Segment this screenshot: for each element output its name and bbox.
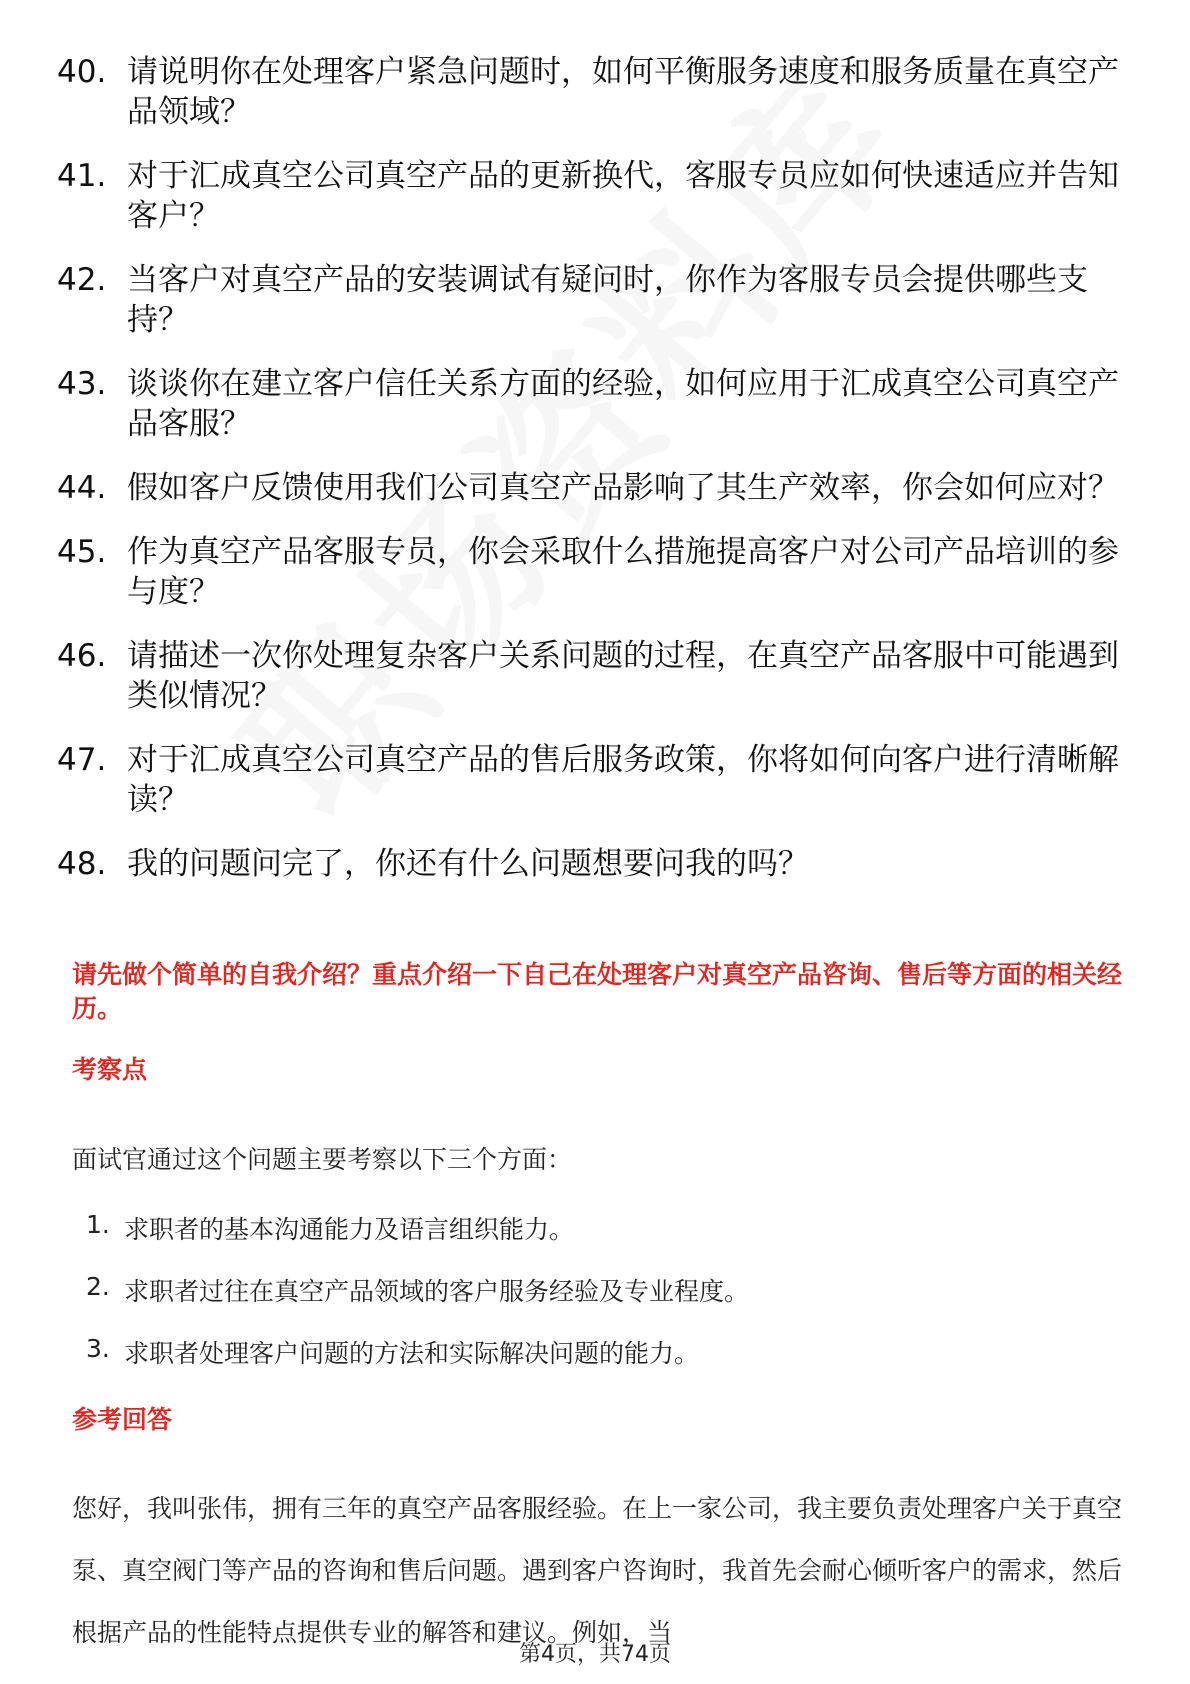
question-list xyxy=(57,52,1137,908)
question-text: 对于汇成真空公司真空产品的售后服务政策，你将如何向客户进行清晰解读？ xyxy=(127,742,1119,818)
observation-title: 考察点 xyxy=(72,1055,148,1084)
point-number: 3. xyxy=(86,1334,110,1363)
question-item xyxy=(57,636,1137,716)
question-item xyxy=(57,468,1137,508)
question-text: 请说明你在处理客户紧急问题时，如何平衡服务速度和服务质量在真空产品领域？ xyxy=(127,54,1119,130)
question-item xyxy=(57,740,1137,820)
observation-point xyxy=(72,1334,749,1396)
question-text: 当客户对真空产品的安装调试有疑问时，你作为客服专员会提供哪些支持？ xyxy=(127,262,1088,338)
question-text: 作为真空产品客服专员，你会采取什么措施提高客户对公司产品培训的参与度？ xyxy=(127,534,1119,610)
question-item xyxy=(57,844,1137,884)
question-item xyxy=(57,156,1137,236)
question-number: 44. xyxy=(57,470,107,506)
question-number: 41. xyxy=(57,158,107,194)
point-text: 求职者过往在真空产品领域的客户服务经验及专业程度。 xyxy=(124,1277,750,1306)
question-number: 45. xyxy=(57,534,107,570)
question-text: 对于汇成真空公司真空产品的更新换代，客服专员应如何快速适应并告知客户？ xyxy=(127,158,1119,234)
observation-intro: 面试官通过这个问题主要考察以下三个方面： xyxy=(72,1145,573,1174)
highlight-question: 请先做个简单的自我介绍？重点介绍一下自己在处理客户对真空产品咨询、售后等方面的相关经历。 xyxy=(72,960,1123,1023)
question-number: 40. xyxy=(57,54,107,90)
question-text: 谈谈你在建立客户信任关系方面的经验，如何应用于汇成真空公司真空产品客服？ xyxy=(127,366,1119,442)
question-item xyxy=(57,532,1137,612)
observation-point xyxy=(72,1210,749,1272)
reference-answer: 您好，我叫张伟，拥有三年的真空产品客服经验。在上一家公司，我主要负责处理客户关于真空泵、真空阀门等产品的咨询和售后问题。遇到客户咨询时，我首先会耐心倾听客户的需求，然后根据产品的性能特点提供专业的解答和建议。例如，当 xyxy=(72,1494,1123,1647)
observation-points xyxy=(72,1210,749,1396)
question-text: 假如客户反馈使用我们公司真空产品影响了其生产效率，你会如何应对？ xyxy=(127,470,1119,506)
point-text: 求职者处理客户问题的方法和实际解决问题的能力。 xyxy=(124,1339,700,1368)
question-number: 48. xyxy=(57,846,107,882)
point-text: 求职者的基本沟通能力及语言组织能力。 xyxy=(124,1215,575,1244)
question-number: 42. xyxy=(57,262,107,298)
observation-point xyxy=(72,1272,749,1334)
reference-title: 参考回答 xyxy=(72,1405,173,1434)
question-item xyxy=(57,52,1137,132)
question-text: 我的问题问完了，你还有什么问题想要问我的吗？ xyxy=(127,846,809,882)
page-footer: 第4页，共74页 xyxy=(519,1642,671,1667)
question-number: 43. xyxy=(57,366,107,402)
question-item xyxy=(57,260,1137,340)
question-number: 47. xyxy=(57,742,107,778)
point-number: 2. xyxy=(86,1272,110,1301)
question-item xyxy=(57,364,1137,444)
question-number: 46. xyxy=(57,638,107,674)
point-number: 1. xyxy=(86,1210,110,1239)
question-text: 请描述一次你处理复杂客户关系问题的过程，在真空产品客服中可能遇到类似情况？ xyxy=(127,638,1119,714)
